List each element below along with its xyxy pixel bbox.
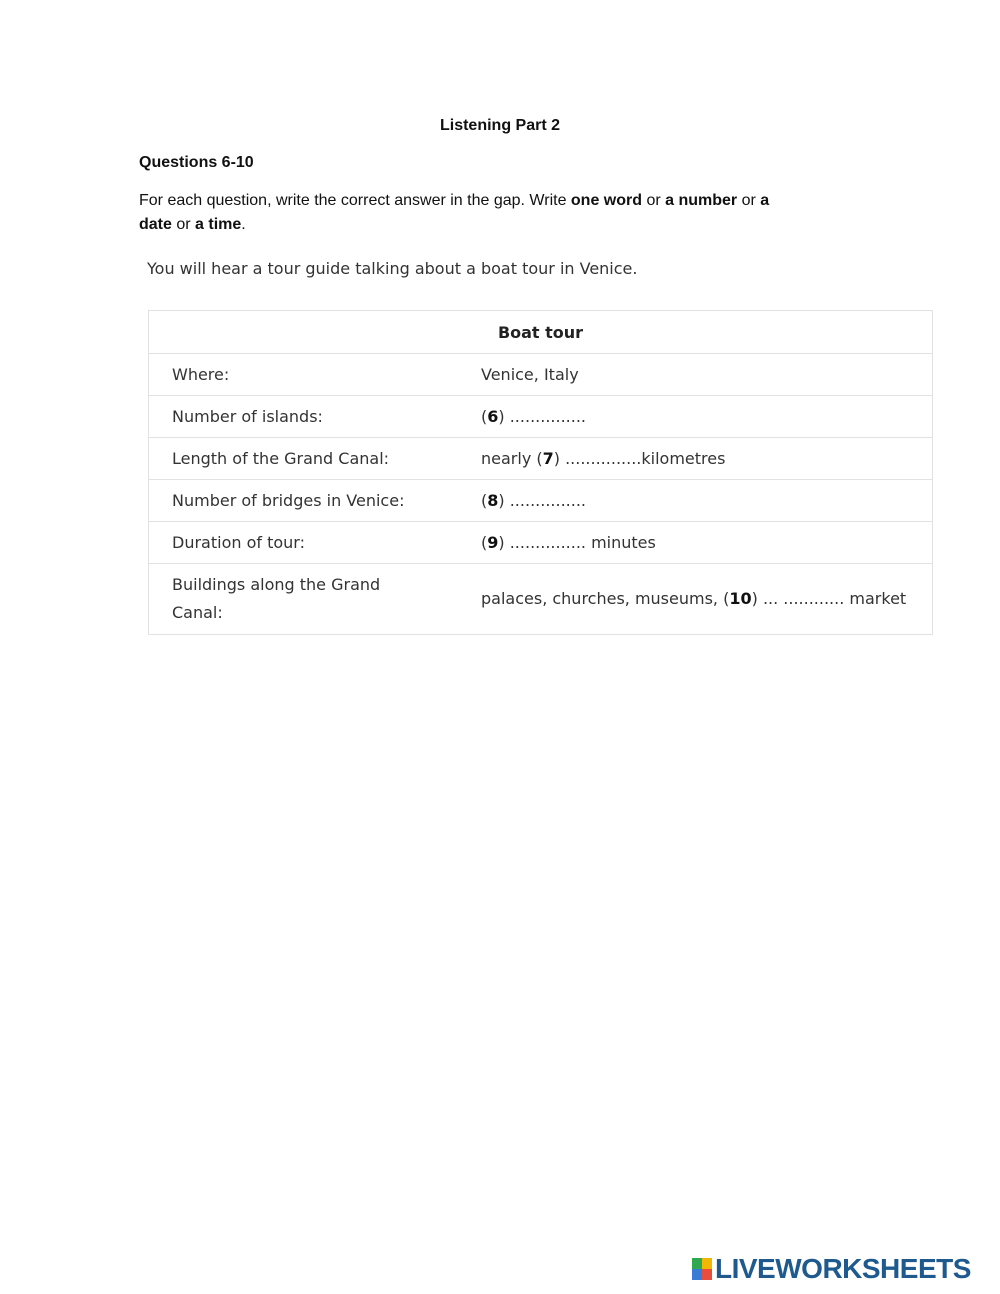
instructions-text: For each question, write the correct answer in the gap. Write: [139, 192, 571, 209]
answer-gap[interactable]: ) ...............kilometres: [553, 449, 726, 468]
row-label: Duration of tour:: [149, 522, 482, 564]
row-label: Length of the Grand Canal:: [149, 438, 482, 480]
logo-square-yellow: [702, 1258, 712, 1269]
page-title: Listening Part 2: [439, 117, 561, 134]
answer-gap[interactable]: ) ...............: [498, 491, 587, 510]
context-sentence: You will hear a tour guide talking about a boat tour in Venice.: [147, 259, 638, 278]
row-value: [481, 438, 933, 480]
row-label-line: Canal:: [172, 603, 223, 622]
table-header-row: [149, 311, 933, 354]
question-number: 7: [542, 449, 554, 468]
instructions-text: or: [171, 216, 196, 233]
value-text: (: [481, 491, 488, 510]
question-number: 10: [729, 589, 752, 608]
instructions-bold: a number: [665, 192, 738, 209]
value-text: (: [481, 407, 488, 426]
boat-tour-table: [148, 310, 933, 635]
answer-gap[interactable]: ) ............... minutes: [498, 533, 656, 552]
value-text: nearly (: [481, 449, 543, 468]
instructions-text: or: [642, 192, 666, 209]
table-row: [149, 438, 933, 480]
value-text: Venice, Italy: [481, 365, 579, 384]
logo-text: LIVEWORKSHEETS: [715, 1253, 971, 1284]
row-value: [481, 396, 933, 438]
table-row: [149, 522, 933, 564]
question-number: 6: [487, 407, 499, 426]
instructions-text: .: [241, 216, 246, 233]
instructions-bold: a time: [195, 216, 242, 233]
table-row: [149, 564, 933, 635]
row-label: Where:: [149, 354, 482, 396]
question-number: 8: [487, 491, 499, 510]
logo-square-blue: [692, 1269, 702, 1280]
row-label: Number of bridges in Venice:: [149, 480, 482, 522]
row-value: [481, 564, 933, 635]
table-heading: Boat tour: [149, 311, 933, 354]
row-label: Number of islands:: [149, 396, 482, 438]
value-text: (: [481, 533, 488, 552]
row-label: [149, 564, 482, 635]
row-label-line: Buildings along the Grand: [172, 575, 381, 594]
table-row: [149, 354, 933, 396]
row-value: [481, 522, 933, 564]
instructions: [139, 189, 839, 237]
row-value: [481, 354, 933, 396]
instructions-text: or: [737, 192, 761, 209]
question-number: 9: [487, 533, 499, 552]
value-text: palaces, churches, museums, (: [481, 589, 730, 608]
row-value: [481, 480, 933, 522]
instructions-bold: one word: [570, 192, 643, 209]
instructions-bold: a: [760, 192, 770, 209]
table-row: [149, 396, 933, 438]
logo-square-green: [692, 1258, 702, 1269]
liveworksheets-logo[interactable]: [692, 1254, 971, 1284]
answer-gap[interactable]: ) ...............: [498, 407, 587, 426]
answer-gap[interactable]: ) ... ............ market: [751, 589, 907, 608]
liveworksheets-logo-icon: [692, 1258, 712, 1280]
questions-heading: Questions 6-10: [139, 154, 254, 171]
table-row: [149, 480, 933, 522]
instructions-bold: date: [139, 216, 172, 233]
logo-square-red: [702, 1269, 712, 1280]
